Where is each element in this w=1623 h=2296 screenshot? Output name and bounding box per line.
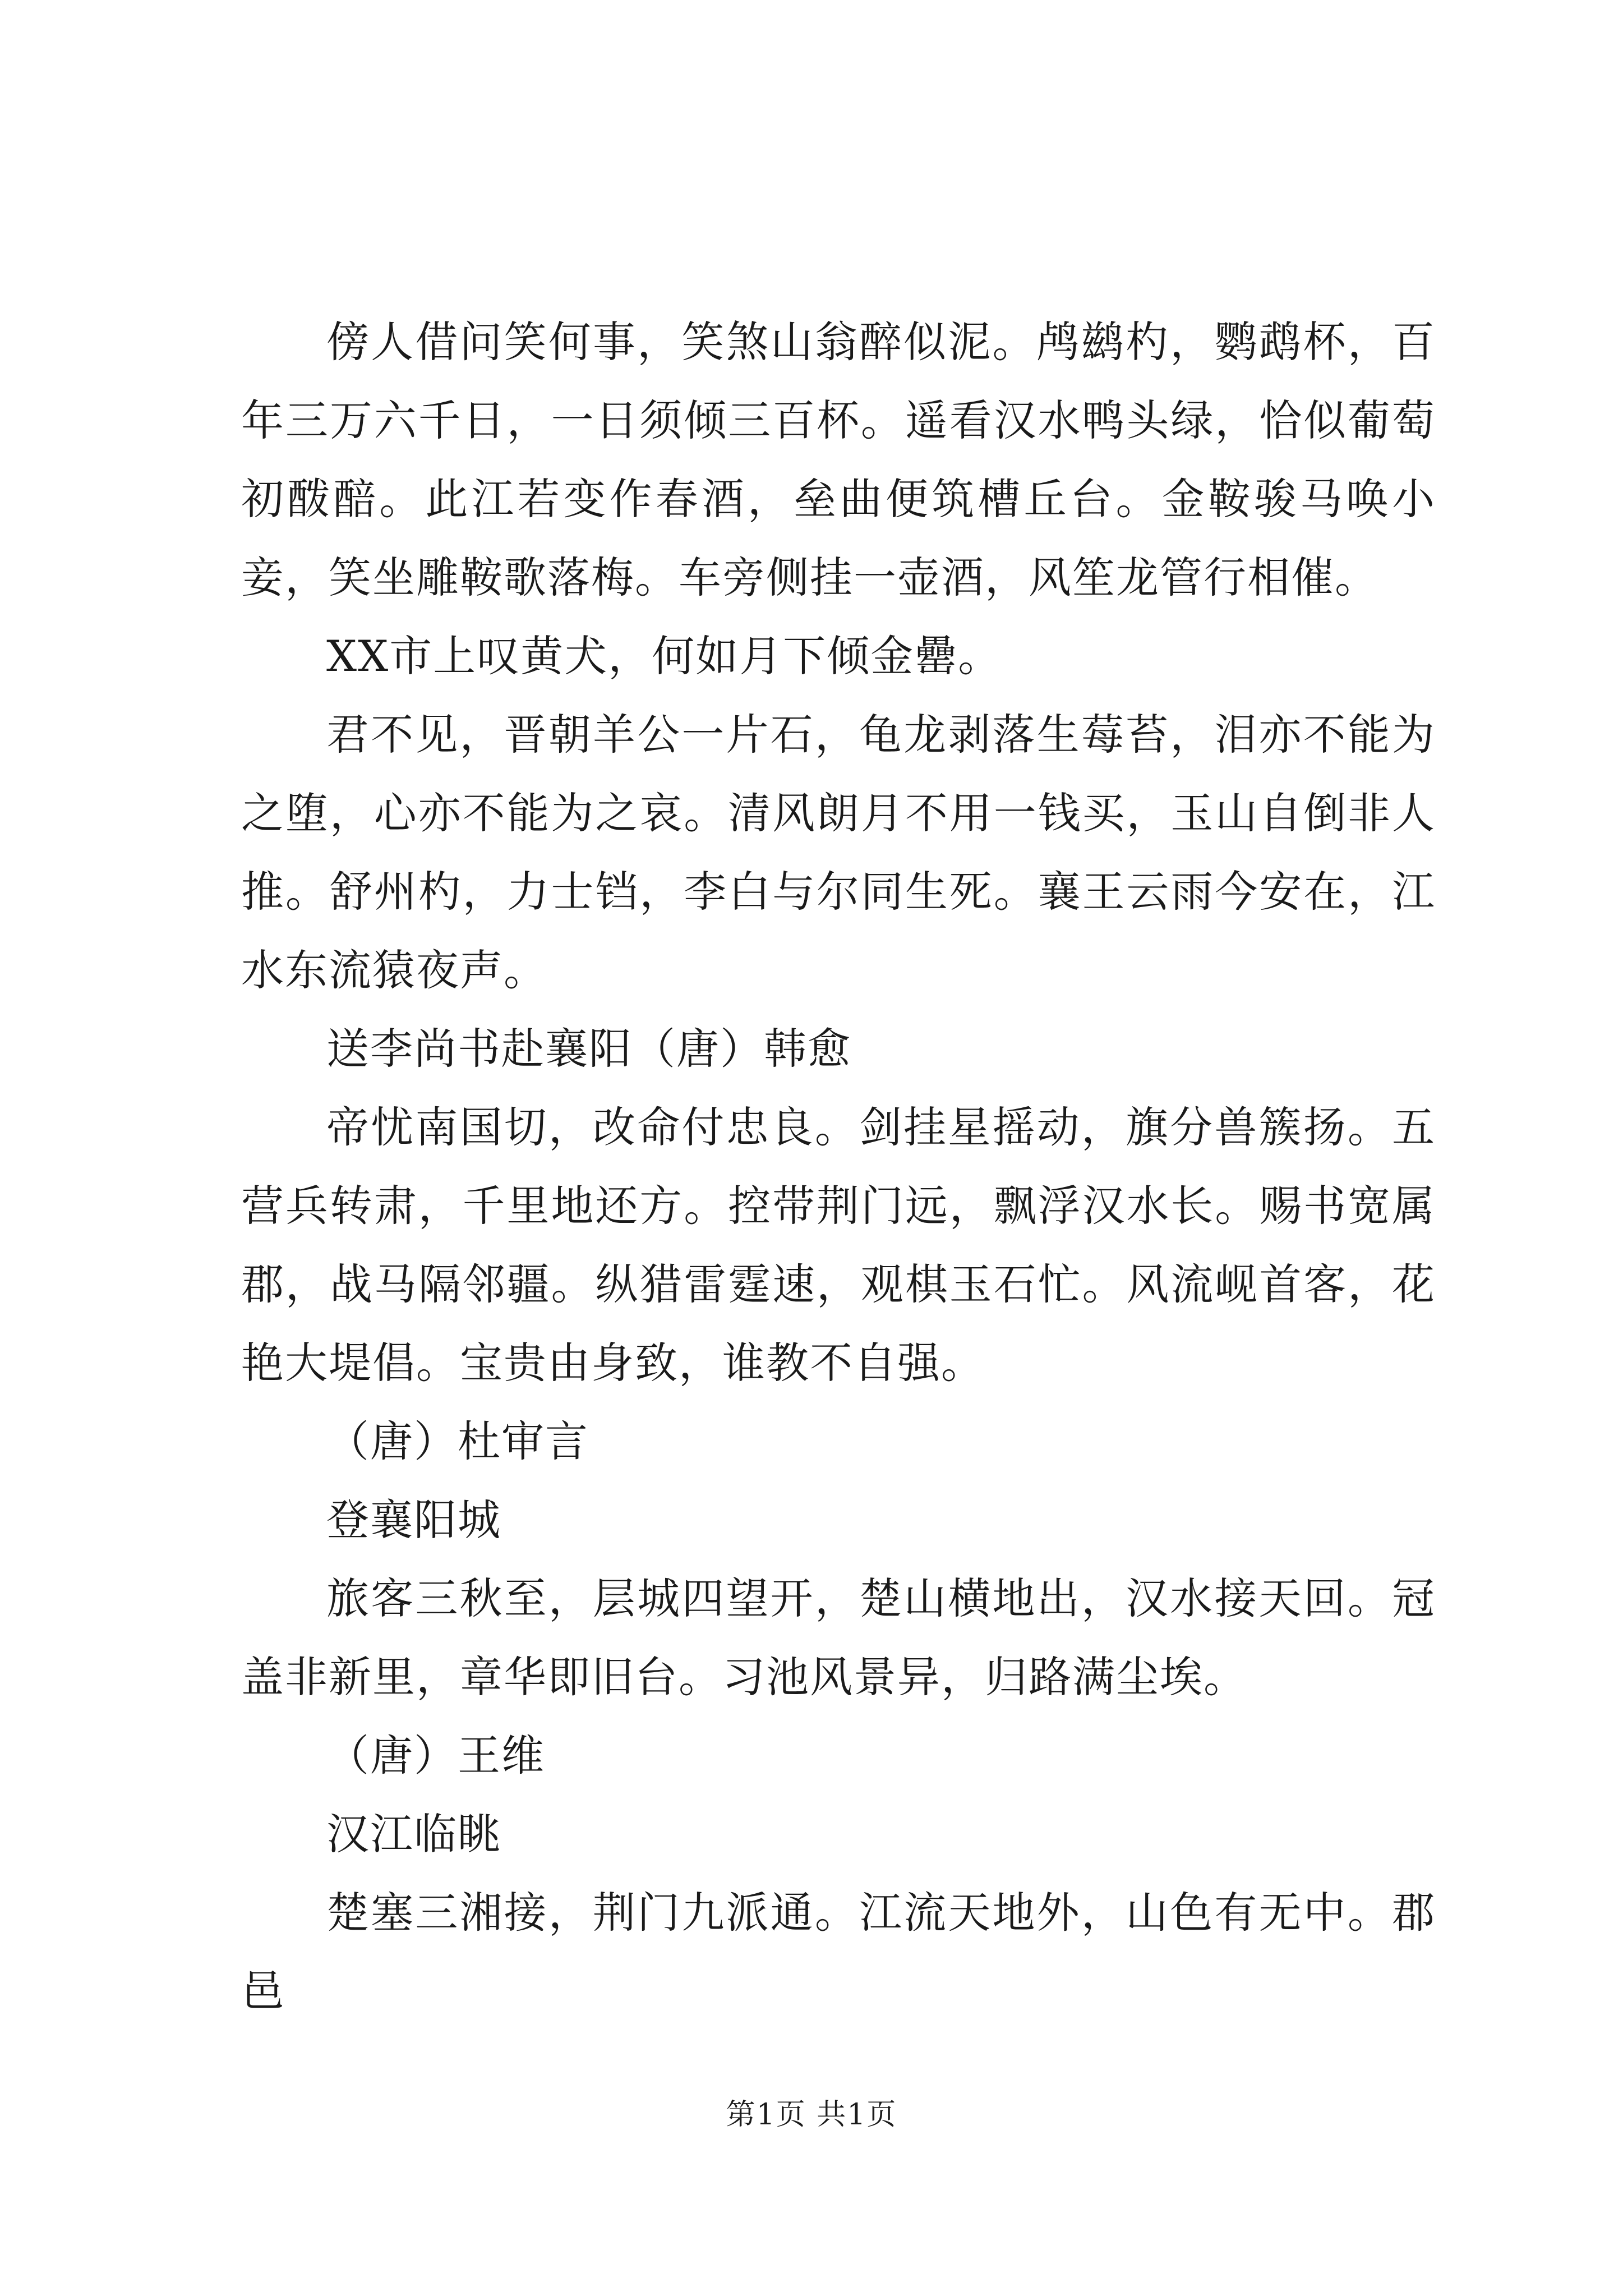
page-footer: 第1页 共1页 bbox=[726, 2098, 897, 2132]
paragraph-poem-line: XX市上叹黄犬，何如月下倾金罍。 bbox=[326, 631, 1002, 681]
paragraph-poem-han-yu: 帝忧南国切，改命付忠良。剑挂星摇动，旗分兽簇扬。五营兵转肃，千里地还方。控带荆门远，飘浮汉水长。赐书宽属郡，战马隔邻疆。纵猎雷霆速，观棋玉石忙。风流岘首客，花艳大堤倡。宝贵由身致，谁教不自强。 bbox=[241, 1102, 1436, 1388]
author-wang-wei: （唐）王维 bbox=[326, 1731, 545, 1780]
poem-title-hanjiang-linthiao: 汉江临眺 bbox=[326, 1809, 501, 1859]
paragraph-poem-du-shenyan: 旅客三秋至，层城四望开，楚山横地出，汉水接天回。冠盖非新里，章华即旧台。习池风景异，归路满尘埃。 bbox=[241, 1573, 1436, 1702]
poem-title-han-yu: 送李尚书赴襄阳（唐）韩愈 bbox=[326, 1024, 851, 1074]
poem-title-deng-xiangyang: 登襄阳城 bbox=[326, 1495, 501, 1545]
paragraph-poem-ending: 君不见，晋朝羊公一片石，龟龙剥落生莓苔，泪亦不能为之堕，心亦不能为之哀。清风朗月不用一钱买，玉山自倒非人推。舒州杓，力士铛，李白与尔同生死。襄王云雨今安在，江水东流猿夜声。 bbox=[241, 710, 1436, 995]
paragraph-poem-continuation: 傍人借问笑何事，笑煞山翁醉似泥。鸬鹚杓，鹦鹉杯，百年三万六千日，一日须倾三百杯。遥看汉水鸭头绿，恰似葡萄初酦醅。此江若变作春酒，垒曲便筑槽丘台。金鞍骏马唤小妾，笑坐雕鞍歌落梅。车旁侧挂一壶酒，风笙龙管行相催。 bbox=[241, 317, 1436, 602]
document-body bbox=[241, 303, 1436, 2031]
author-du-shenyan: （唐）杜审言 bbox=[326, 1416, 589, 1466]
paragraph-poem-wang-wei: 楚塞三湘接，荆门九派通。江流天地外，山色有无中。郡邑 bbox=[241, 1888, 1436, 2016]
